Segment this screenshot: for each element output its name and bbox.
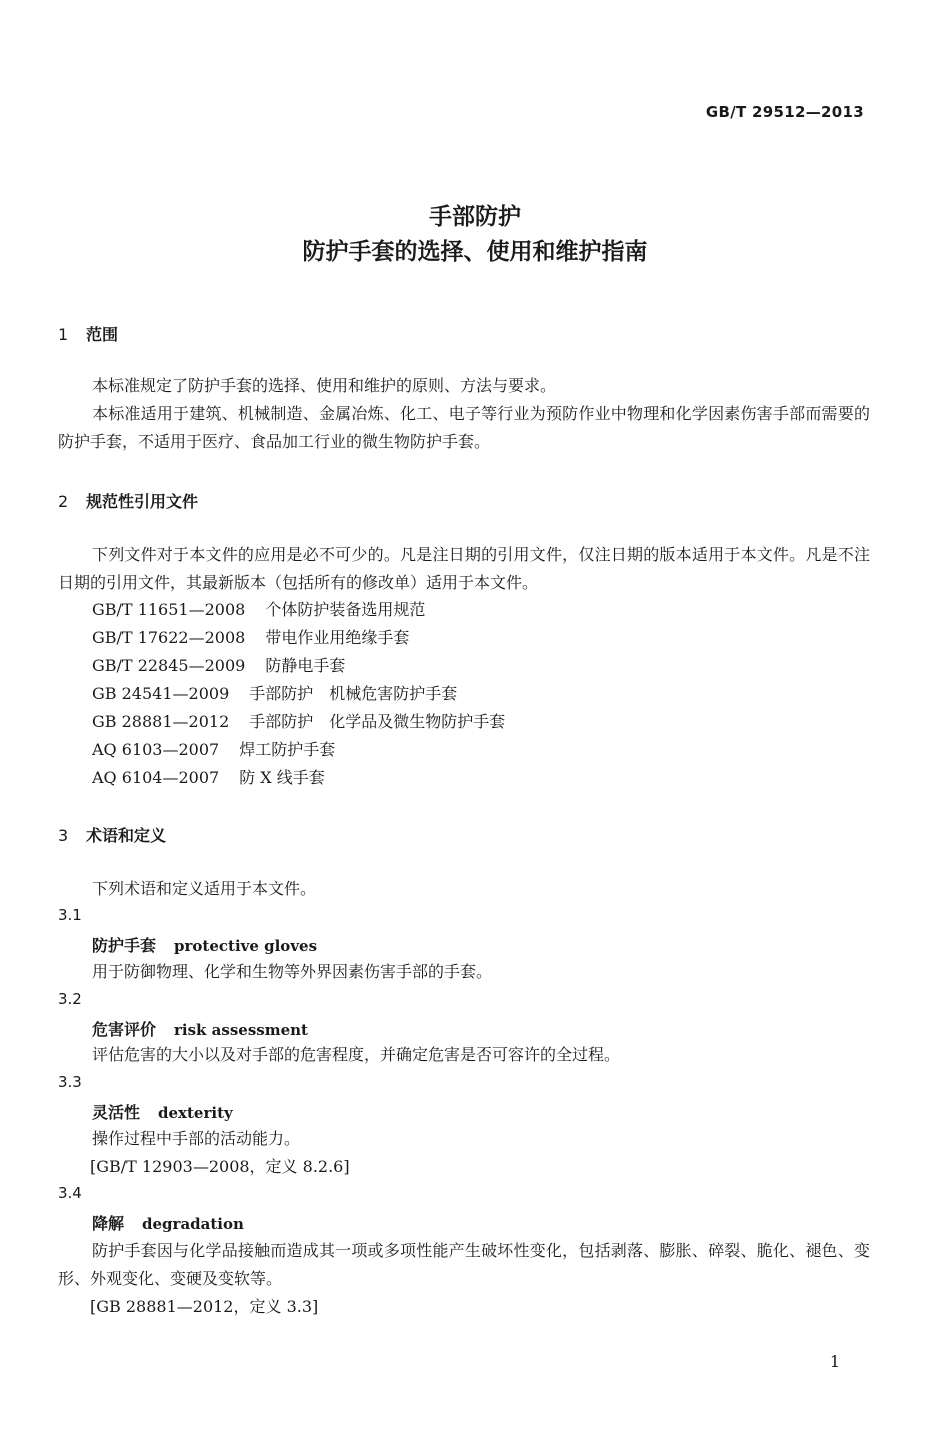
reference-title: 带电作业用绝缘手套 xyxy=(265,628,410,647)
section-title: 范围 xyxy=(86,325,119,344)
section-3-intro: 下列术语和定义适用于本文件。 xyxy=(92,879,317,898)
reference-item xyxy=(92,680,457,708)
reference-item xyxy=(92,596,425,624)
reference-code: GB/T 17622—2008 xyxy=(92,628,246,647)
term-number: 3.3 xyxy=(58,1073,82,1091)
term-definition: 操作过程中手部的活动能力。 xyxy=(92,1129,301,1148)
reference-item xyxy=(92,736,335,764)
reference-code: GB 28881—2012 xyxy=(92,712,230,731)
term-number: 3.4 xyxy=(58,1184,82,1202)
reference-item xyxy=(92,624,409,652)
term-definition: 防护手套因与化学品接触而造成其一项或多项性能产生破坏性变化，包括剥落、膨胀、碎裂、脆化、褪色、变形、外观变化、变硬及变软等。 xyxy=(58,1241,870,1288)
standard-number: GB/T 29512—2013 xyxy=(705,103,864,121)
section-1-paragraph-2: 本标准适用于建筑、机械制造、金属冶炼、化工、电子等行业为预防作业中物理和化学因素伤害手部而需要的防护手套，不适用于医疗、食品加工行业的微生物防护手套。 xyxy=(58,404,870,451)
section-number: 3 xyxy=(58,826,69,845)
term-chinese: 灵活性 xyxy=(92,1103,141,1122)
term-definition: 用于防御物理、化学和生物等外界因素伤害手部的手套。 xyxy=(92,962,493,981)
section-title: 规范性引用文件 xyxy=(86,492,199,511)
reference-code: GB/T 22845—2009 xyxy=(92,656,246,675)
reference-title: 个体防护装备选用规范 xyxy=(265,600,426,619)
section-2-heading xyxy=(58,489,198,512)
section-1-heading xyxy=(58,322,118,345)
term-heading xyxy=(92,1211,244,1234)
reference-code: AQ 6103—2007 xyxy=(92,740,220,759)
term-definition: 评估危害的大小以及对手部的危害程度，并确定危害是否可容许的全过程。 xyxy=(92,1045,621,1064)
term-source: [GB/T 12903—2008，定义 8.2.6] xyxy=(90,1157,350,1176)
term-number: 3.2 xyxy=(58,990,82,1008)
term-heading xyxy=(92,1100,233,1123)
term-chinese: 降解 xyxy=(92,1214,125,1233)
term-source: [GB 28881—2012，定义 3.3] xyxy=(90,1297,319,1316)
reference-item xyxy=(92,652,345,680)
term-number: 3.1 xyxy=(58,906,82,924)
term-english: dexterity xyxy=(158,1104,233,1122)
term-heading xyxy=(92,933,317,956)
reference-title: 手部防护 化学品及微生物防护手套 xyxy=(249,712,506,731)
section-title: 术语和定义 xyxy=(86,826,167,845)
reference-title: 防静电手套 xyxy=(265,656,346,675)
term-chinese: 防护手套 xyxy=(92,936,157,955)
reference-code: AQ 6104—2007 xyxy=(92,768,220,787)
section-1-paragraph-1: 本标准规定了防护手套的选择、使用和维护的原则、方法与要求。 xyxy=(92,376,557,395)
term-chinese: 危害评价 xyxy=(92,1020,157,1039)
reference-title: 焊工防护手套 xyxy=(239,740,336,759)
reference-title: 手部防护 机械危害防护手套 xyxy=(249,684,458,703)
reference-title: 防 X 线手套 xyxy=(239,768,325,787)
reference-code: GB 24541—2009 xyxy=(92,684,230,703)
reference-item xyxy=(92,764,325,792)
page-number: 1 xyxy=(829,1352,840,1371)
term-english: degradation xyxy=(142,1215,244,1233)
section-2-intro: 下列文件对于本文件的应用是必不可少的。凡是注日期的引用文件，仅注日期的版本适用于本文件。凡是不注日期的引用文件，其最新版本（包括所有的修改单）适用于本文件。 xyxy=(58,545,870,592)
section-number: 1 xyxy=(58,325,69,344)
page-title-line1: 手部防护 xyxy=(429,204,521,230)
section-3-heading xyxy=(58,823,166,846)
term-english: risk assessment xyxy=(174,1021,308,1039)
reference-code: GB/T 11651—2008 xyxy=(92,600,246,619)
reference-item xyxy=(92,708,505,736)
term-english: protective gloves xyxy=(174,937,318,955)
page-title-line2: 防护手套的选择、使用和维护指南 xyxy=(302,239,648,265)
term-heading xyxy=(92,1017,308,1040)
section-number: 2 xyxy=(58,492,69,511)
